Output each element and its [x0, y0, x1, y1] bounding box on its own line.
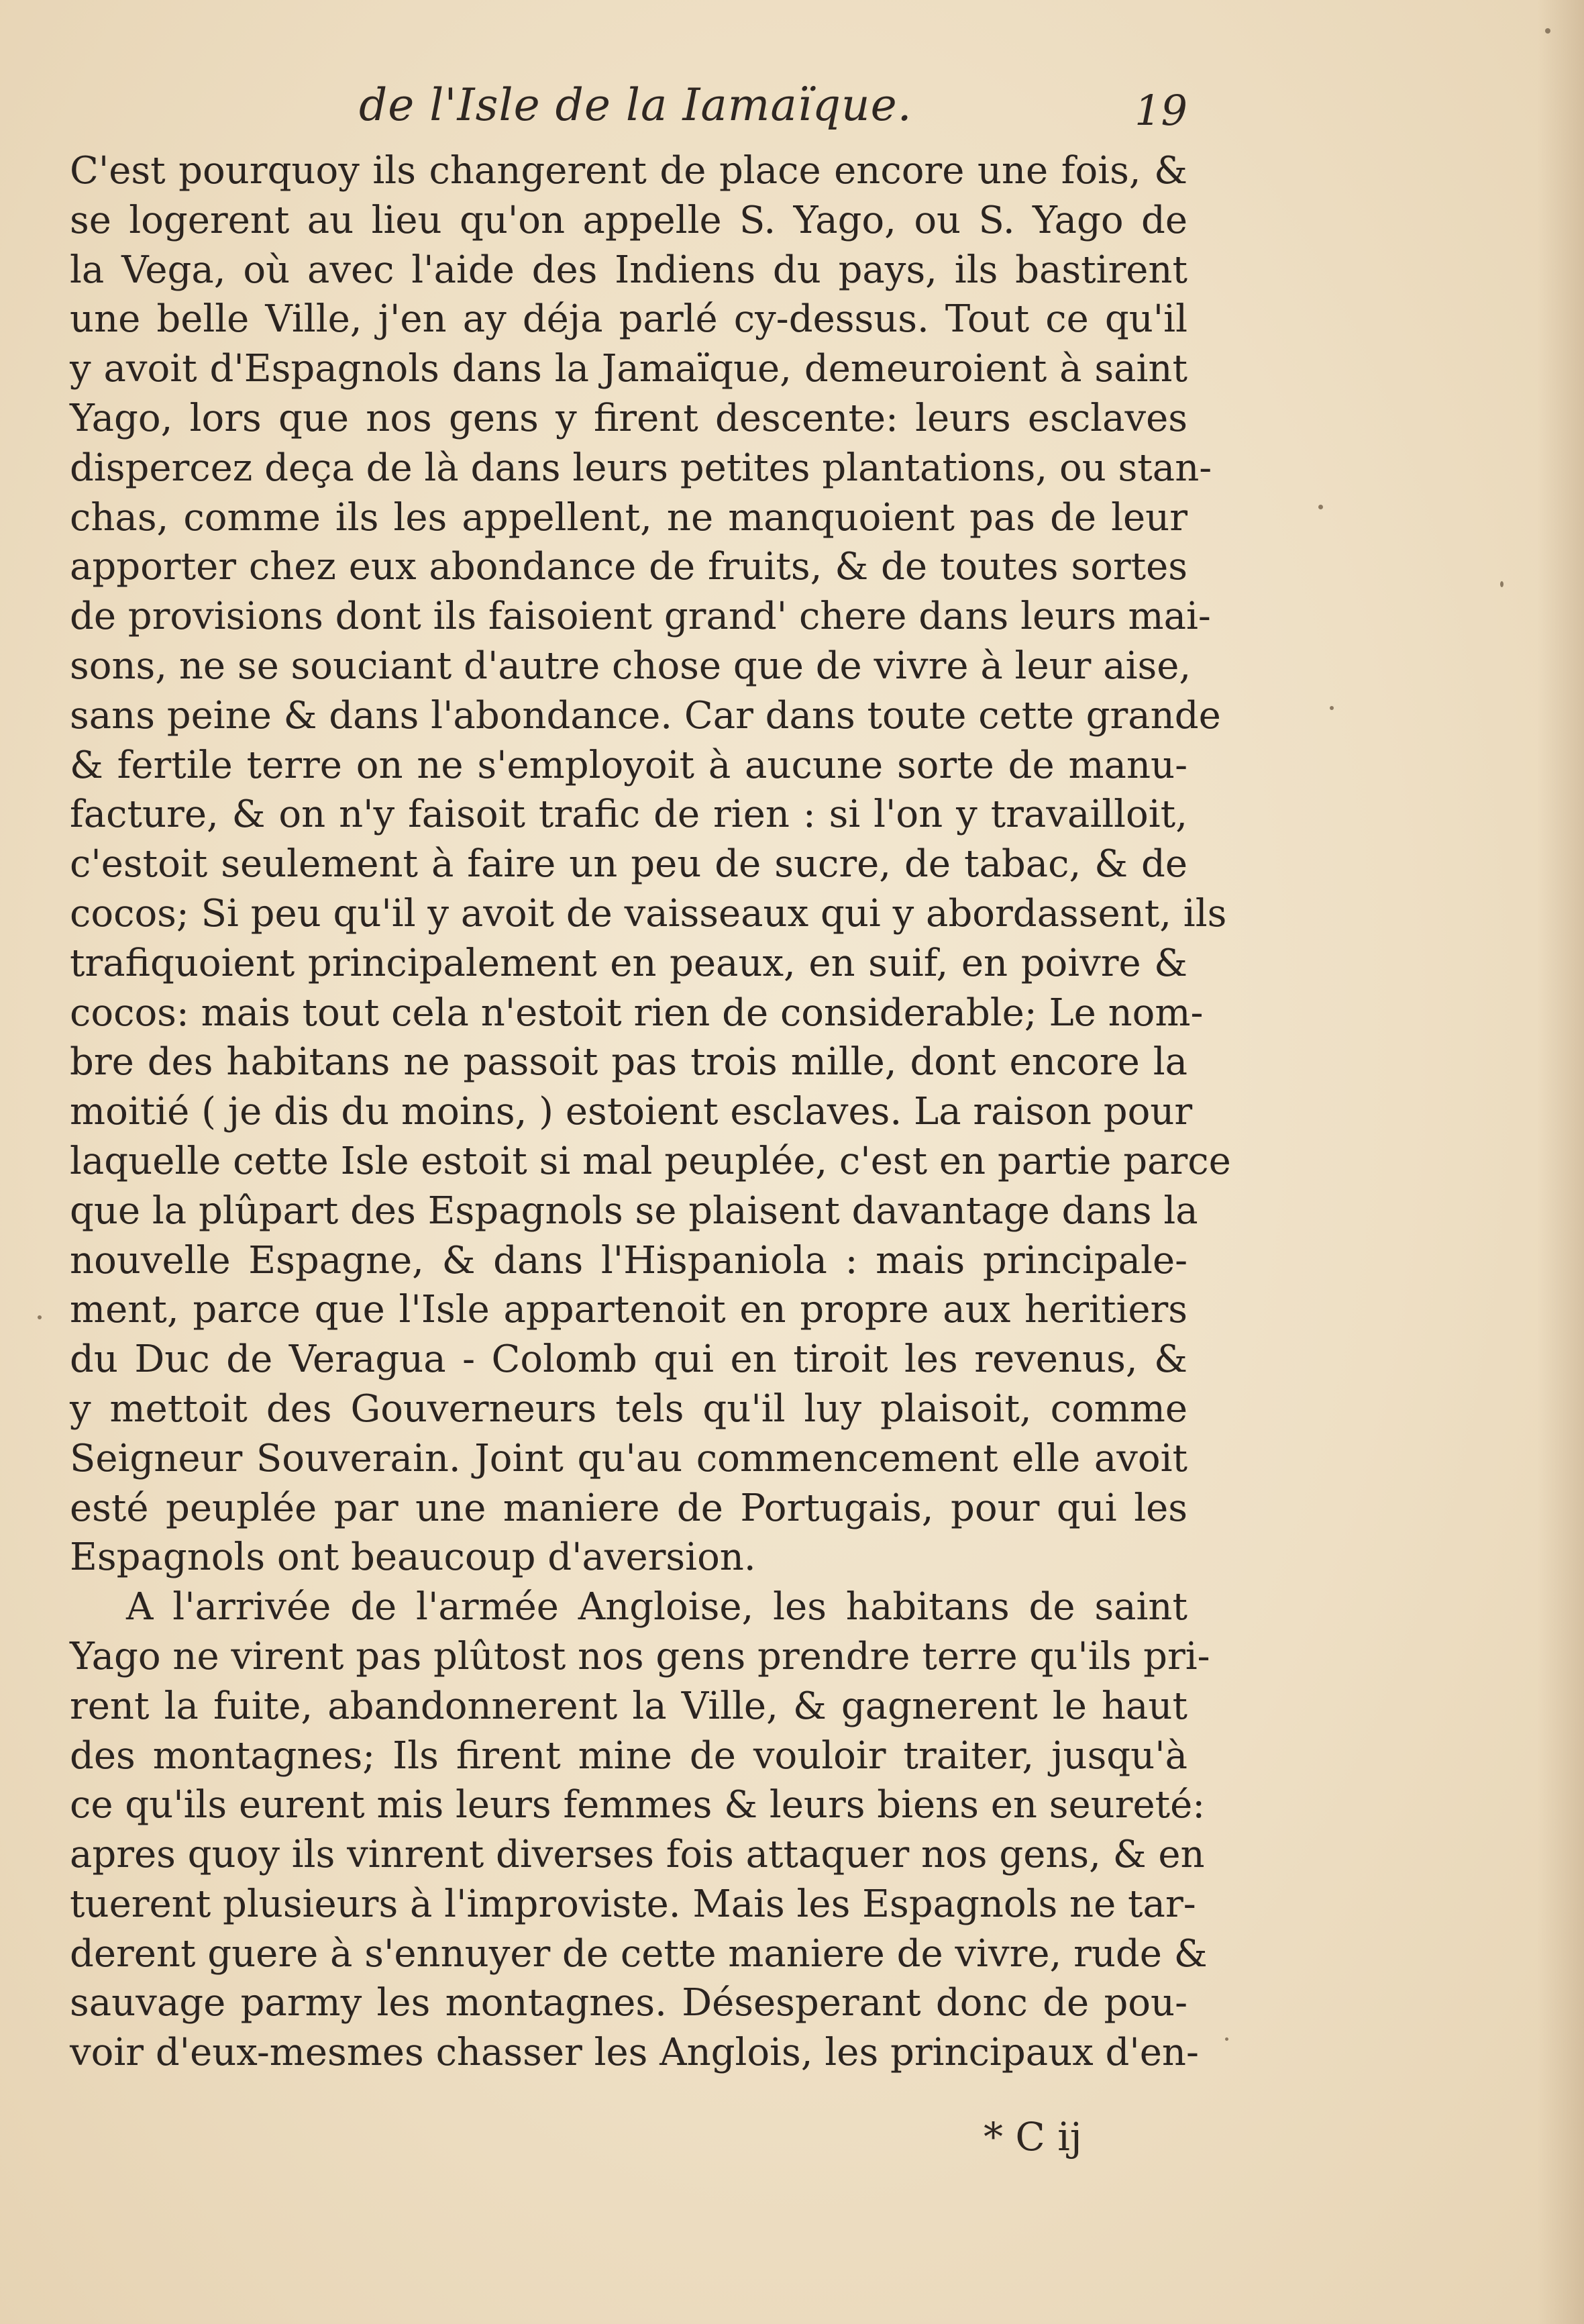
text-line: c'estoit seulement à faire un peu de sucre, de tabac, & de — [70, 842, 1187, 887]
text-line: du Duc de Veragua - Colomb qui en tiroit les revenus, & — [70, 1337, 1187, 1382]
text-line: dispercez deça de là dans leurs petites plantations, ou stan- — [70, 446, 1212, 490]
text-line: facture, & on n'y faisoit trafic de rien : si l'on y travailloit, — [70, 793, 1187, 837]
text-line: nouvelle Espagne, & dans l'Hispaniola : mais principale- — [70, 1238, 1187, 1282]
ink-speck — [1318, 505, 1323, 509]
text-line: ce qu'ils eurent mis leurs femmes & leurs biens en seureté: — [70, 1783, 1206, 1827]
running-title: de l'Isle de la Iamaïque. — [359, 79, 912, 131]
paragraph-last-line: Espagnols ont beaucoup d'aversion. — [70, 1535, 756, 1580]
text-line: moitié ( je dis du moins, ) estoient esclaves. La raison pour — [70, 1090, 1193, 1134]
paragraph-first-line: A l'arrivée de l'armée Angloise, les habitans de saint — [126, 1585, 1187, 1629]
text-line: la Vega, où avec l'aide des Indiens du pays, ils bastirent — [70, 248, 1187, 292]
text-line: C'est pourquoy ils changerent de place encore une fois, & — [70, 149, 1187, 193]
body-text — [70, 146, 1231, 2078]
text-line: des montagnes; Ils firent mine de vouloir traiter, jusqu'à — [70, 1733, 1187, 1778]
text-line: trafiquoient principalement en peaux, en suif, en poivre & — [70, 941, 1187, 985]
text-line: une belle Ville, j'en ay déja parlé cy-dessus. Tout ce qu'il — [70, 297, 1187, 342]
ink-speck — [1545, 28, 1550, 34]
text-line: cocos: mais tout cela n'estoit rien de considerable; Le nom- — [70, 991, 1204, 1035]
page-edge-shadow — [1537, 0, 1584, 2324]
text-line: Yago, lors que nos gens y firent descente: leurs esclaves — [70, 396, 1187, 440]
text-line: sons, ne se souciant d'autre chose que de vivre à leur aise, — [70, 644, 1192, 688]
text-line: voir d'eux-mesmes chasser les Anglois, les principaux d'en- — [70, 2031, 1199, 2075]
text-line: Yago ne virent pas plûtost nos gens prendre terre qu'ils pri- — [70, 1634, 1210, 1678]
text-line: que la plûpart des Espagnols se plaisent davantage dans la — [70, 1189, 1198, 1233]
text-line: chas, comme ils les appellent, ne manquoient pas de leur — [70, 495, 1187, 540]
text-line: rent la fuite, abandonnerent la Ville, & gagnerent le haut — [70, 1684, 1187, 1728]
text-line: cocos; Si peu qu'il y avoit de vaisseaux qui y abordassent, ils — [70, 891, 1227, 936]
text-line: se logerent au lieu qu'on appelle S. Yago, ou S. Yago de — [70, 198, 1187, 242]
ink-speck — [1225, 2037, 1228, 2041]
text-line: bre des habitans ne passoit pas trois mille, dont encore la — [70, 1040, 1187, 1084]
text-line: esté peuplée par une maniere de Portugais, pour qui les — [70, 1486, 1187, 1530]
text-line: derent guere à s'ennuyer de cette maniere de vivre, rude & — [70, 1931, 1208, 1976]
text-line: & fertile terre on ne s'employoit à aucune sorte de manu- — [70, 743, 1187, 787]
page-number: 19 — [1134, 86, 1187, 135]
text-line: sauvage parmy les montagnes. Désesperant donc de pou- — [70, 1981, 1187, 2025]
text-line: tuerent plusieurs à l'improviste. Mais les Espagnols ne tar- — [70, 1882, 1196, 1926]
text-line: apporter chez eux abondance de fruits, & de toutes sortes — [70, 545, 1187, 589]
text-line: y mettoit des Gouverneurs tels qu'il luy plaisoit, comme — [70, 1386, 1187, 1431]
text-line: sans peine & dans l'abondance. Car dans toute cette grande — [70, 693, 1221, 738]
text-line: y avoit d'Espagnols dans la Jamaïque, demeuroient à saint — [70, 347, 1187, 391]
page-header — [74, 79, 1187, 140]
text-line: Seigneur Souverain. Joint qu'au commencement elle avoit — [70, 1436, 1187, 1480]
ink-speck — [38, 1315, 42, 1319]
text-line: ment, parce que l'Isle appartenoit en propre aux heritiers — [70, 1288, 1187, 1332]
signature-mark: * C ij — [984, 2114, 1082, 2160]
text-line: laquelle cette Isle estoit si mal peuplée, c'est en partie parce — [70, 1139, 1231, 1183]
ink-speck — [1330, 706, 1334, 710]
text-line: apres quoy ils vinrent diverses fois attaquer nos gens, & en — [70, 1833, 1205, 1877]
text-line: de provisions dont ils faisoient grand' chere dans leurs mai- — [70, 595, 1211, 639]
ink-speck — [1500, 581, 1503, 587]
